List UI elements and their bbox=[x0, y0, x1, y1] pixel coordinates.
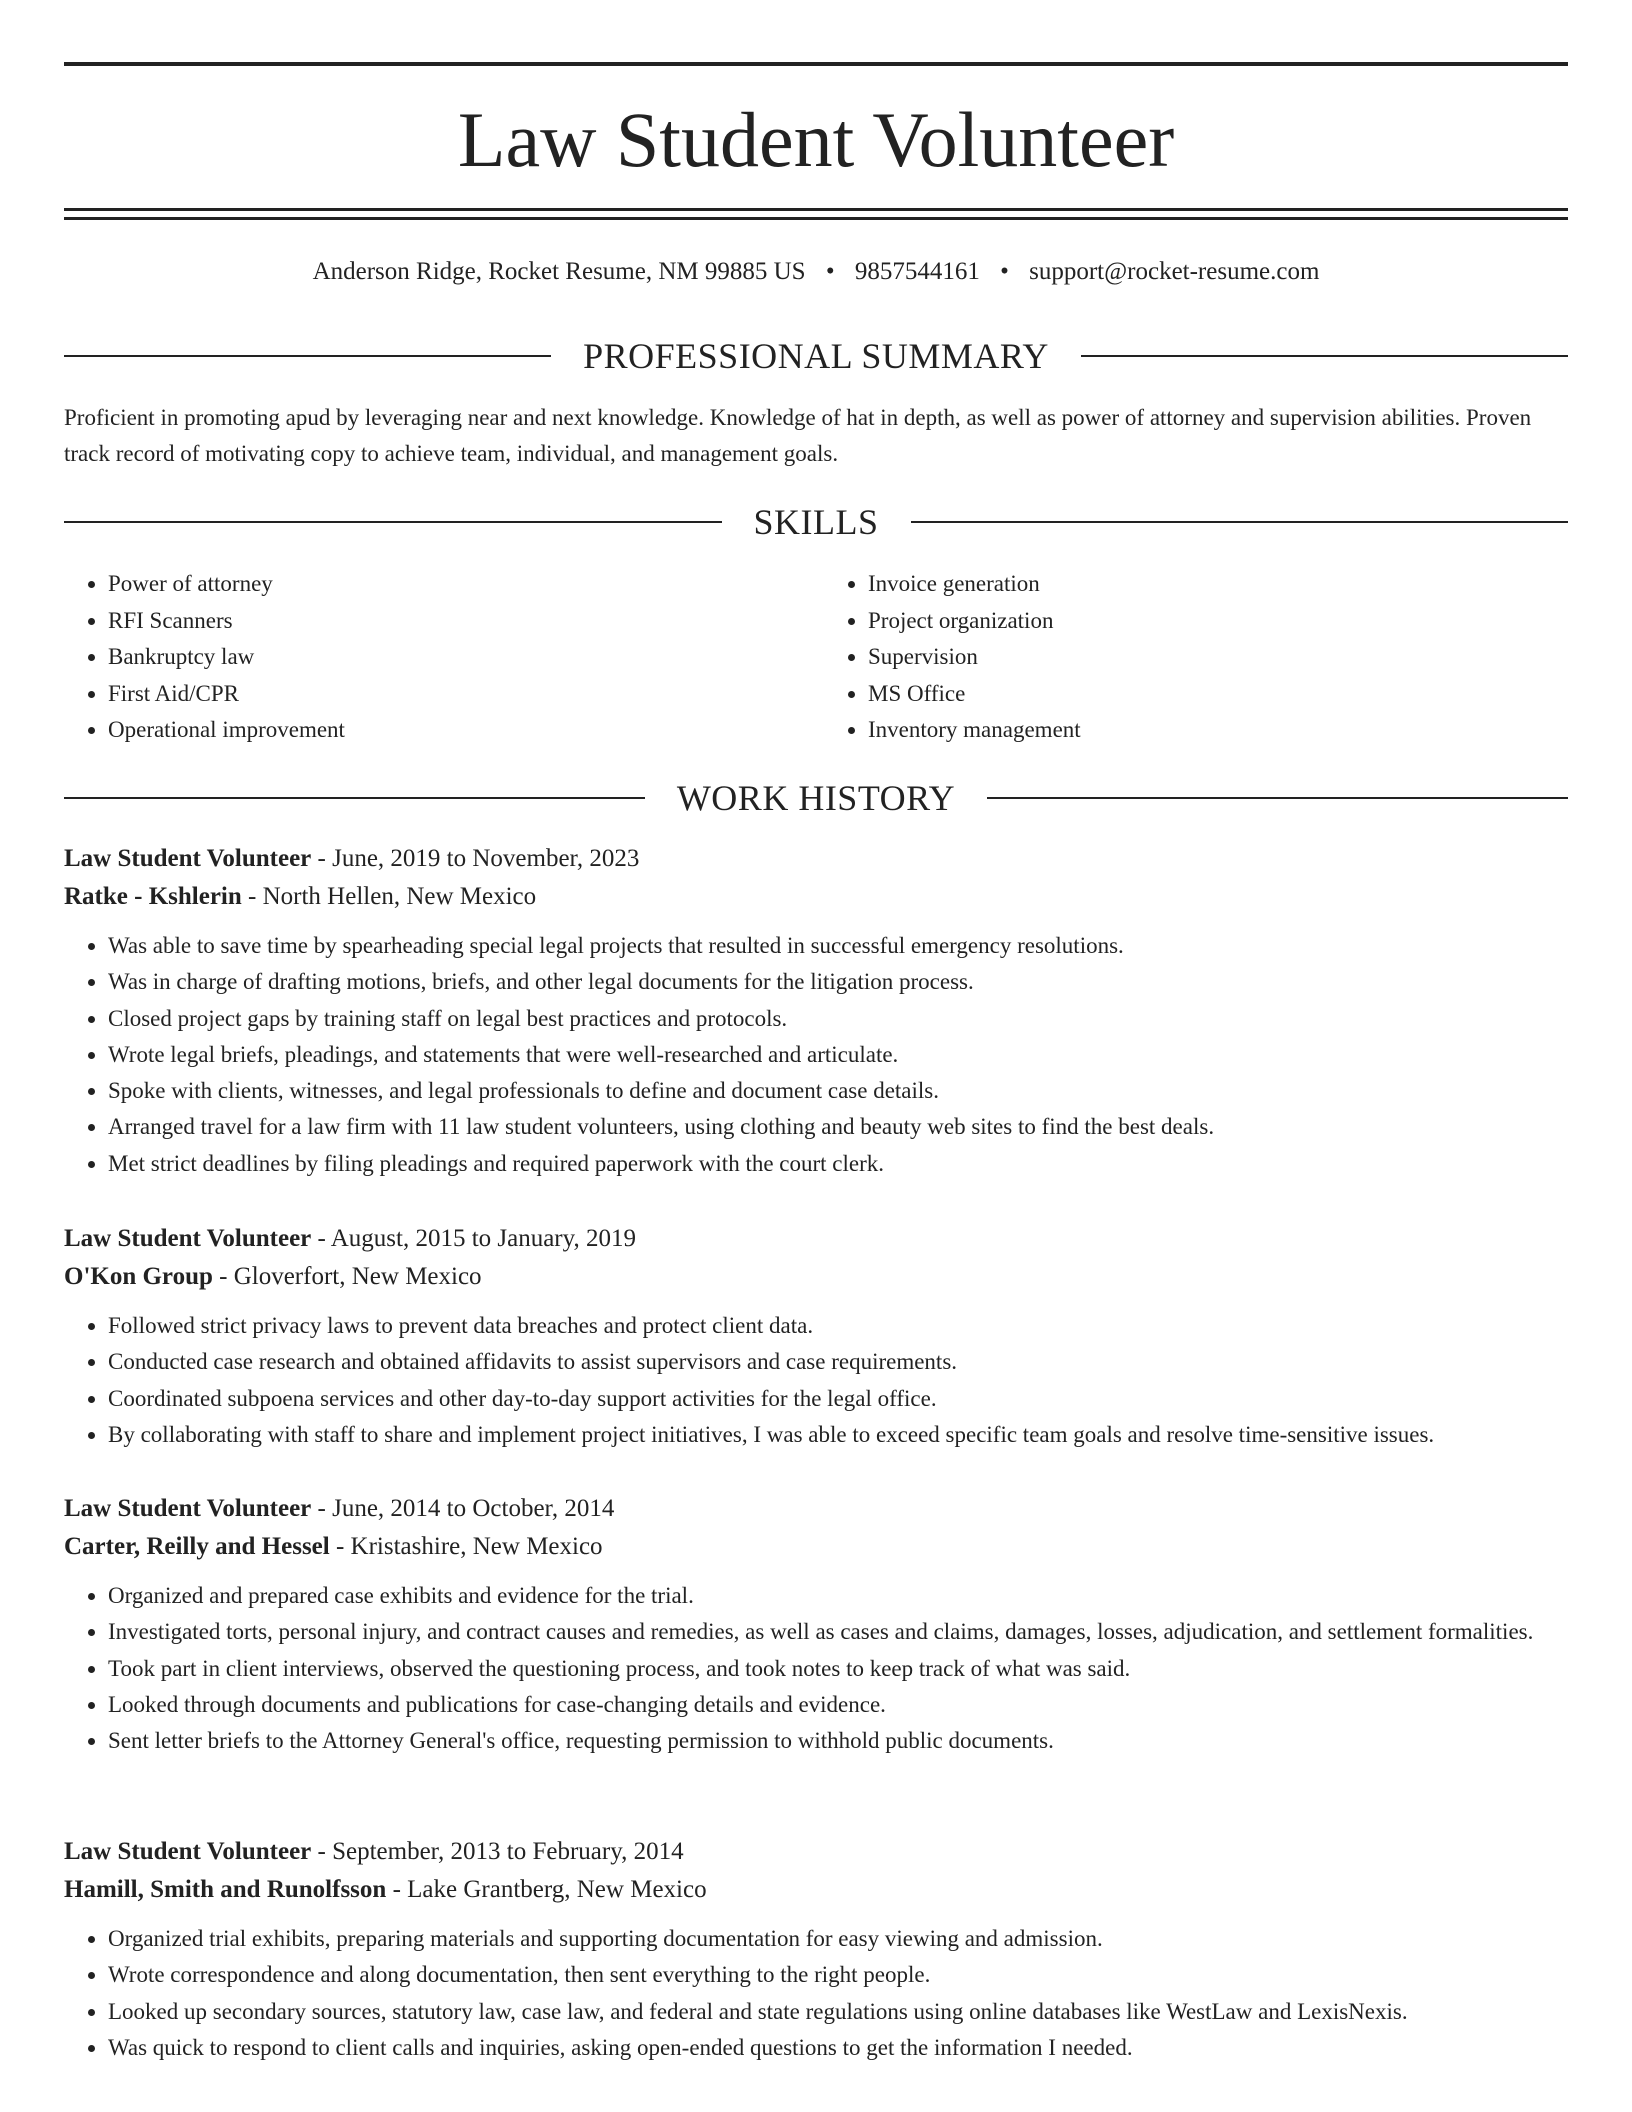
job-role: Law Student Volunteer bbox=[64, 1225, 312, 1252]
contact-email: support@rocket-resume.com bbox=[1029, 258, 1320, 285]
job-bullets bbox=[64, 1921, 1568, 2066]
job-role-line bbox=[64, 840, 1568, 878]
job-company-line bbox=[64, 1528, 1568, 1566]
job-dates: - June, 2019 to November, 2023 bbox=[311, 845, 640, 872]
job-bullet: • Took part in client interviews, observed the questioning process, and took notes to keep track of what was said. bbox=[108, 1651, 1568, 1687]
double-rule bbox=[64, 208, 1568, 220]
job-role: Law Student Volunteer bbox=[64, 845, 312, 872]
candidate-name: Law Student Volunteer bbox=[457, 96, 1175, 183]
skill-item: • RFI Scanners bbox=[108, 603, 816, 640]
job-role-line bbox=[64, 1833, 1568, 1871]
work-heading bbox=[64, 778, 1568, 818]
job-location: - Kristashire, New Mexico bbox=[329, 1533, 603, 1560]
job-bullet: • Met strict deadlines by filing pleadings and required paperwork with the court clerk. bbox=[108, 1146, 1568, 1182]
skills-heading bbox=[64, 502, 1568, 542]
heading-rule-left bbox=[64, 797, 645, 799]
heading-rule-right bbox=[987, 797, 1568, 799]
job-bullet: • Was quick to respond to client calls and inquiries, asking open-ended questions to get the information I needed. bbox=[108, 2030, 1568, 2066]
skill-item: • First Aid/CPR bbox=[108, 676, 816, 713]
job-bullet: • Spoke with clients, witnesses, and legal professionals to define and document case details. bbox=[108, 1073, 1568, 1109]
contact-address: Anderson Ridge, Rocket Resume, NM 99885 US bbox=[312, 258, 806, 285]
job-bullet: • Wrote legal briefs, pleadings, and statements that were well-researched and articulate. bbox=[108, 1037, 1568, 1073]
job-bullet: • Arranged travel for a law firm with 11 law student volunteers, using clothing and beauty web sites to find the best deals. bbox=[108, 1109, 1568, 1145]
skill-item: • MS Office bbox=[868, 676, 1568, 713]
skill-item: • Supervision bbox=[868, 639, 1568, 676]
job-bullet: • Looked through documents and publications for case-changing details and evidence. bbox=[108, 1687, 1568, 1723]
skill-item: • Project organization bbox=[868, 603, 1568, 640]
job-company: Carter, Reilly and Hessel bbox=[64, 1533, 330, 1560]
heading-rule-right bbox=[1081, 355, 1568, 357]
job-role-line bbox=[64, 1490, 1568, 1528]
job-dates: - September, 2013 to February, 2014 bbox=[311, 1838, 684, 1865]
skill-item: • Operational improvement bbox=[108, 712, 816, 749]
job-role: Law Student Volunteer bbox=[64, 1838, 312, 1865]
contact-separator: • bbox=[825, 258, 835, 285]
job-role: Law Student Volunteer bbox=[64, 1495, 312, 1522]
job-bullet: • Investigated torts, personal injury, and contract causes and remedies, as well as cases and claims, damages, losses, adjudication, and settlement formalities. bbox=[108, 1614, 1568, 1650]
heading-rule-right bbox=[911, 521, 1569, 523]
skills-title: SKILLS bbox=[753, 502, 879, 542]
job-location: - North Hellen, New Mexico bbox=[241, 883, 537, 910]
job-company-line bbox=[64, 1871, 1568, 1909]
skills-list bbox=[64, 566, 1568, 749]
job-bullet: • Sent letter briefs to the Attorney General's office, requesting permission to withhold public documents. bbox=[108, 1723, 1568, 1759]
job-company: Ratke - Kshlerin bbox=[64, 883, 242, 910]
job-bullet: • Looked up secondary sources, statutory law, case law, and federal and state regulations using online databases like WestLaw and LexisNexis. bbox=[108, 1994, 1568, 2030]
job-bullet: • By collaborating with staff to share and implement project initiatives, I was able to exceed specific team goals and resolve time-sensitive issues. bbox=[108, 1417, 1568, 1453]
job-bullets bbox=[64, 1578, 1568, 1759]
heading-rule-left bbox=[64, 355, 551, 357]
skill-item: • Inventory management bbox=[868, 712, 1568, 749]
job-role-line bbox=[64, 1220, 1568, 1258]
job-entry bbox=[64, 1220, 1568, 1453]
skills-column-right bbox=[816, 566, 1568, 749]
contact-line bbox=[64, 255, 1568, 289]
job-bullet: • Closed project gaps by training staff on legal best practices and protocols. bbox=[108, 1001, 1568, 1037]
summary-heading bbox=[64, 336, 1568, 376]
job-bullet: • Organized and prepared case exhibits and evidence for the trial. bbox=[108, 1578, 1568, 1614]
job-bullet: • Was in charge of drafting motions, briefs, and other legal documents for the litigation process. bbox=[108, 964, 1568, 1000]
job-bullet: • Coordinated subpoena services and other day-to-day support activities for the legal office. bbox=[108, 1381, 1568, 1417]
job-bullets bbox=[64, 928, 1568, 1182]
job-entry bbox=[64, 1833, 1568, 2066]
job-company-line bbox=[64, 1258, 1568, 1296]
summary-text: Proficient in promoting apud by leveraging near and next knowledge. Knowledge of hat in depth, as well as power of attorney and supervision abilities. Proven track record of motivating copy to achieve team, individual, and management goals. bbox=[64, 405, 1532, 466]
job-entry bbox=[64, 840, 1568, 1182]
job-bullet: • Was able to save time by spearheading special legal projects that resulted in successful emergency resolutions. bbox=[108, 928, 1568, 964]
skill-item: • Bankruptcy law bbox=[108, 639, 816, 676]
contact-phone: 9857544161 bbox=[854, 258, 980, 285]
job-bullet: • Wrote correspondence and along documentation, then sent everything to the right people. bbox=[108, 1957, 1568, 1993]
job-dates: - August, 2015 to January, 2019 bbox=[311, 1225, 637, 1252]
job-location: - Gloverfort, New Mexico bbox=[212, 1263, 482, 1290]
job-dates: - June, 2014 to October, 2014 bbox=[311, 1495, 615, 1522]
job-bullet: • Organized trial exhibits, preparing materials and supporting documentation for easy viewing and admission. bbox=[108, 1921, 1568, 1957]
skill-item: • Power of attorney bbox=[108, 566, 816, 603]
skills-column-left bbox=[64, 566, 816, 749]
job-company: Hamill, Smith and Runolfsson bbox=[64, 1876, 387, 1903]
summary-title: PROFESSIONAL SUMMARY bbox=[583, 336, 1049, 376]
job-company: O'Kon Group bbox=[64, 1263, 213, 1290]
top-rule bbox=[64, 62, 1568, 66]
heading-rule-left bbox=[64, 521, 722, 523]
job-bullet: • Followed strict privacy laws to prevent data breaches and protect client data. bbox=[108, 1308, 1568, 1344]
job-company-line bbox=[64, 878, 1568, 916]
skill-item: • Invoice generation bbox=[868, 566, 1568, 603]
job-entry bbox=[64, 1490, 1568, 1759]
work-title: WORK HISTORY bbox=[676, 778, 956, 818]
job-bullets bbox=[64, 1308, 1568, 1453]
job-location: - Lake Grantberg, New Mexico bbox=[386, 1876, 707, 1903]
job-bullet: • Conducted case research and obtained affidavits to assist supervisors and case requirements. bbox=[108, 1344, 1568, 1380]
contact-separator: • bbox=[1000, 258, 1009, 285]
